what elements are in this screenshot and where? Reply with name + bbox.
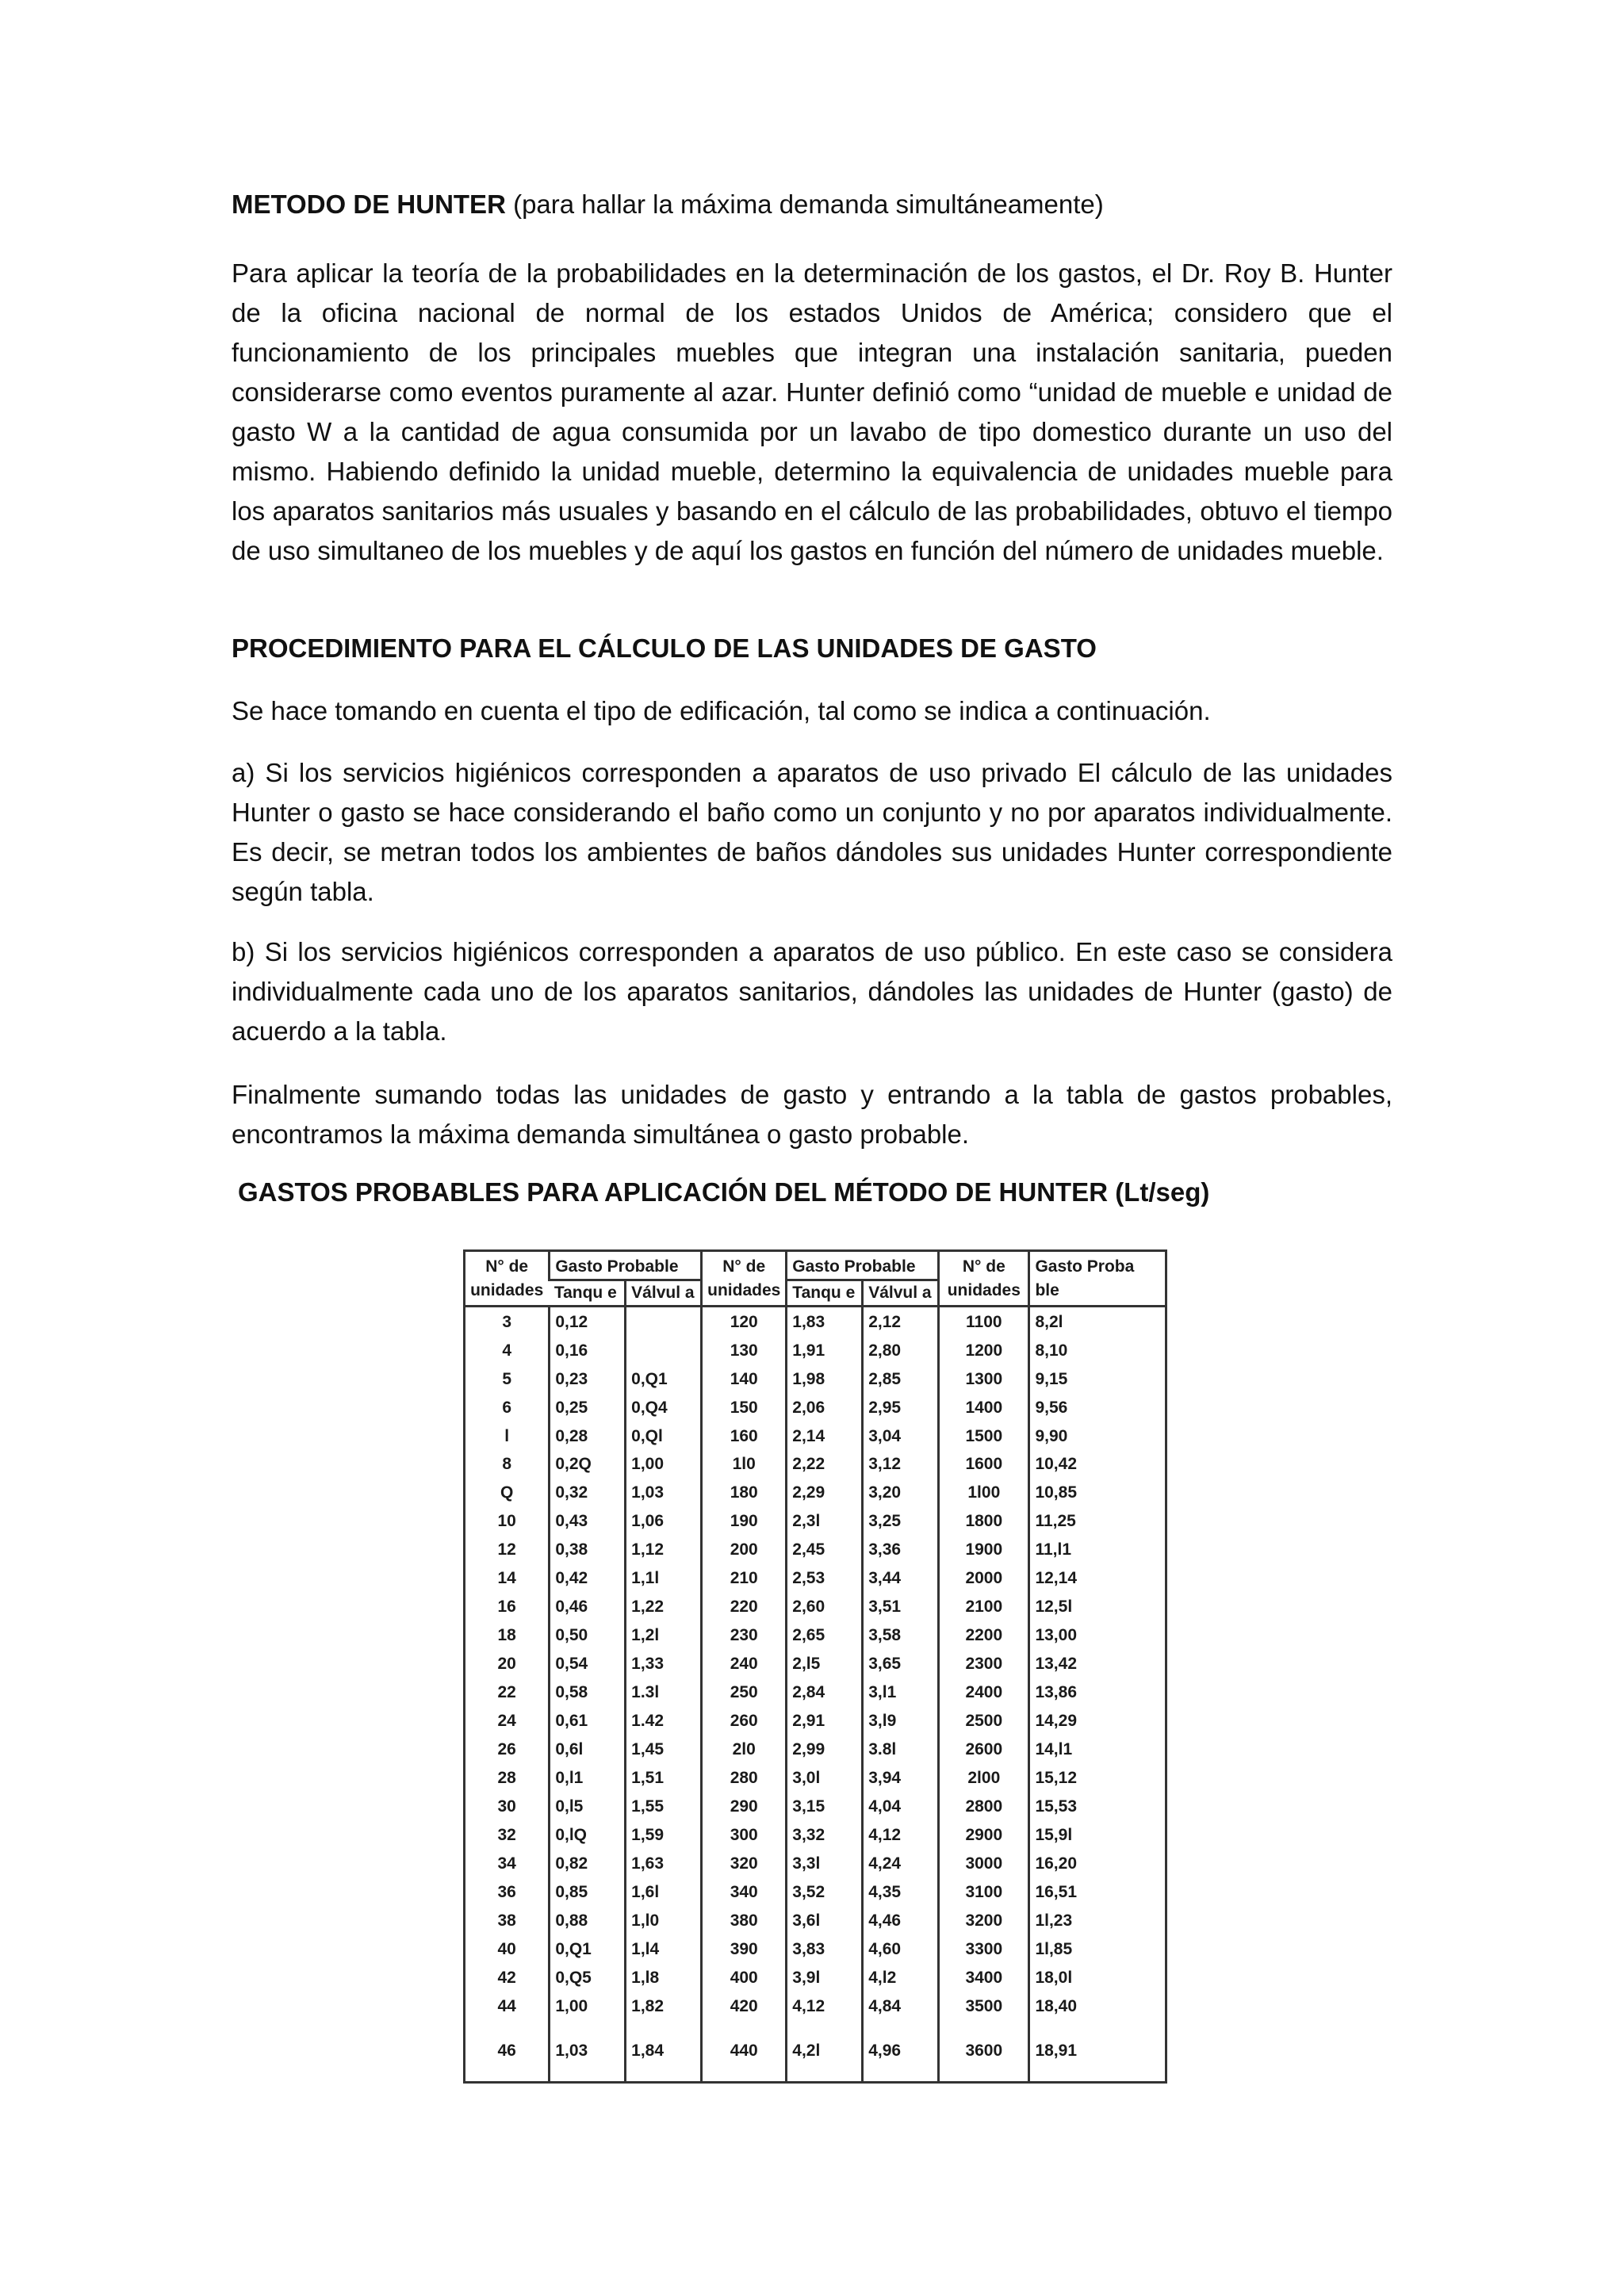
table-row [465,1764,1165,1793]
cell-units-2: 420 [702,1992,787,2020]
cell-units-3: 2100 [939,1593,1029,1621]
cell-units-1: 22 [497,1683,516,1702]
cell-units-2: 190 [702,1507,787,1536]
cell-tanque-1: 0,58 [550,1678,626,1707]
cell-valvula-2: 4,96 [863,2020,939,2081]
cell-gasto-3: 12,5l [1029,1593,1165,1621]
cell-valvula-1: 1,45 [626,1735,702,1764]
cell-tanque-1: 0,54 [550,1650,626,1678]
cell-units-3: 2000 [939,1564,1029,1593]
procedure-paragraph: Se hace tomando en cuenta el tipo de edificación, tal como se indica a continuación. [232,696,1211,725]
cell-units-1: 26 [497,1740,516,1759]
cell-units-2: 300 [702,1821,787,1850]
cell-units-3: 1l00 [939,1479,1029,1507]
cell-gasto-3: 10,42 [1029,1450,1165,1479]
table-row [465,1735,1165,1764]
cell-gasto-3: 15,53 [1029,1793,1165,1821]
cell-tanque-2: 2,84 [787,1678,863,1707]
table-row [465,1307,1165,1337]
cell-tanque-1: 0,l5 [550,1793,626,1821]
cell-valvula-2: 4,84 [863,1992,939,2020]
cell-tanque-1: 0,46 [550,1593,626,1621]
cell-tanque-1: 0,42 [550,1564,626,1593]
cell-gasto-3: 11,25 [1029,1507,1165,1536]
table-row [465,1479,1165,1507]
cell-units-3: 1800 [939,1507,1029,1536]
cell-tanque-2: 2,29 [787,1479,863,1507]
table-row [465,1963,1165,1992]
cell-units-2: 150 [702,1393,787,1422]
table-row [465,1364,1165,1393]
table-row [465,1593,1165,1621]
cell-valvula-2: 2,85 [863,1364,939,1393]
cell-valvula-1: 0,Q4 [626,1393,702,1422]
cell-units-3: 3500 [939,1992,1029,2020]
cell-units-2: 1l0 [702,1450,787,1479]
cell-valvula-1: 1,03 [626,1479,702,1507]
cell-units-3: 2800 [939,1793,1029,1821]
cell-valvula-1: 1.3l [626,1678,702,1707]
cell-units-2: 320 [702,1850,787,1878]
cell-units-3: 2l00 [939,1764,1029,1793]
cell-units-3: 2500 [939,1707,1029,1735]
cell-tanque-2: 1,91 [787,1336,863,1364]
cell-units-3: 3400 [939,1963,1029,1992]
cell-units-3: 1200 [939,1336,1029,1364]
cell-units-1: 20 [497,1655,516,1674]
cell-tanque-1: 0,6l [550,1735,626,1764]
cell-units-2: 260 [702,1707,787,1735]
cell-valvula-1: 1,l0 [626,1906,702,1934]
cell-valvula-2: 4,35 [863,1878,939,1907]
cell-units-3: 3000 [939,1850,1029,1878]
cell-units-2: 380 [702,1906,787,1934]
cell-valvula-1: 1,06 [626,1507,702,1536]
cell-gasto-3: 18,40 [1029,1992,1165,2020]
cell-valvula-1: 1,51 [626,1764,702,1793]
cell-gasto-3: 14,l1 [1029,1735,1165,1764]
table-row [465,2020,1165,2081]
cell-tanque-2: 3,3l [787,1850,863,1878]
cell-valvula-1: 1,22 [626,1593,702,1621]
cell-valvula-2: 3,l1 [863,1678,939,1707]
cell-gasto-3: 13,86 [1029,1678,1165,1707]
header-tanque-1: Tanqu e [550,1280,626,1307]
cell-units-2: 400 [702,1963,787,1992]
cell-tanque-1: 1,03 [550,2020,626,2081]
cell-tanque-1: 0,61 [550,1707,626,1735]
cell-tanque-1: 0,50 [550,1621,626,1650]
cell-units-1: 44 [497,1996,516,2015]
cell-units-1: 4 [502,1341,511,1360]
header-valvula-1: Válvul a [626,1280,702,1307]
final-paragraph: Finalmente sumando todas las unidades de gasto y entrando a la tabla de gastos probables, encontramos la máxima demanda simultánea o gasto probable. [232,1080,1392,1149]
cell-valvula-2: 3,51 [863,1593,939,1621]
cell-tanque-1: 0,Q1 [550,1934,626,1963]
cell-tanque-1: 0,88 [550,1906,626,1934]
cell-units-2: 130 [702,1336,787,1364]
cell-valvula-1: 1,00 [626,1450,702,1479]
cell-units-1: 46 [497,2042,516,2061]
header-units-1: N° de unidades [465,1252,550,1307]
cell-units-2: 120 [702,1307,787,1337]
cell-valvula-1: 1,2l [626,1621,702,1650]
cell-tanque-1: 0,28 [550,1422,626,1450]
cell-tanque-2: 3,6l [787,1906,863,1934]
cell-units-1: 28 [497,1769,516,1788]
cell-gasto-3: 18,91 [1029,2020,1165,2081]
cell-tanque-1: 0,16 [550,1336,626,1364]
cell-gasto-3: 14,29 [1029,1707,1165,1735]
cell-valvula-2: 4,12 [863,1821,939,1850]
table-row [465,1650,1165,1678]
cell-gasto-3: 10,85 [1029,1479,1165,1507]
cell-valvula-2: 3,36 [863,1536,939,1564]
cell-units-1: 36 [497,1883,516,1901]
cell-tanque-1: 0,38 [550,1536,626,1564]
cell-units-2: 340 [702,1878,787,1907]
cell-units-1: 5 [502,1369,511,1388]
cell-units-3: 2900 [939,1821,1029,1850]
cell-valvula-2: 3,65 [863,1650,939,1678]
header-gasto-probable-2: Gasto Probable [787,1252,939,1280]
table-row [465,1793,1165,1821]
cell-valvula-2: 3,04 [863,1422,939,1450]
header-gasto-probable-1: Gasto Probable [550,1252,702,1280]
cell-units-2: 280 [702,1764,787,1793]
cell-gasto-3: 15,9l [1029,1821,1165,1850]
cell-units-1: 14 [497,1569,516,1588]
page-heading [232,187,1104,222]
cell-units-1: 6 [502,1398,511,1417]
table-row [465,1393,1165,1422]
cell-valvula-1: 1,l4 [626,1934,702,1963]
cell-valvula-1 [626,1307,702,1337]
cell-valvula-2: 2,95 [863,1393,939,1422]
cell-tanque-1: 0,Q5 [550,1963,626,1992]
cell-units-2: 160 [702,1422,787,1450]
cell-units-3: 1300 [939,1364,1029,1393]
cell-units-1: 3 [502,1312,511,1331]
cell-valvula-2: 3,58 [863,1621,939,1650]
table-row [465,1678,1165,1707]
cell-tanque-1: 1,00 [550,1992,626,2020]
cell-tanque-1: 0,82 [550,1850,626,1878]
hunter-table [465,1252,1165,2081]
cell-tanque-2: 2,3l [787,1507,863,1536]
cell-units-1: 34 [497,1854,516,1873]
cell-valvula-2: 3,25 [863,1507,939,1536]
cell-units-2: 390 [702,1934,787,1963]
cell-units-2: 2l0 [702,1735,787,1764]
cell-units-1: 18 [497,1626,516,1645]
cell-gasto-3: 9,90 [1029,1422,1165,1450]
cell-valvula-2: 3.8l [863,1735,939,1764]
cell-tanque-1: 0,23 [550,1364,626,1393]
cell-units-1: 38 [497,1911,516,1930]
cell-gasto-3: 9,56 [1029,1393,1165,1422]
cell-units-1: l [504,1426,510,1445]
cell-units-2: 290 [702,1793,787,1821]
header-valvula-2: Válvul a [863,1280,939,1307]
cell-units-3: 1600 [939,1450,1029,1479]
cell-valvula-2: 3,l9 [863,1707,939,1735]
cell-units-2: 440 [702,2020,787,2081]
cell-gasto-3: 8,10 [1029,1336,1165,1364]
cell-tanque-2: 4,2l [787,2020,863,2081]
cell-tanque-2: 4,12 [787,1992,863,2020]
cell-valvula-1: 1,84 [626,2020,702,2081]
cell-units-2: 200 [702,1536,787,1564]
cell-tanque-1: 0,32 [550,1479,626,1507]
cell-units-3: 3200 [939,1906,1029,1934]
cell-gasto-3: 1l,23 [1029,1906,1165,1934]
header-units-3: N° de unidades [939,1252,1029,1307]
cell-tanque-1: 0,43 [550,1507,626,1536]
cell-tanque-1: 0,lQ [550,1821,626,1850]
cell-units-1: Q [500,1483,514,1502]
cell-units-2: 180 [702,1479,787,1507]
cell-tanque-2: 3,32 [787,1821,863,1850]
cell-tanque-1: 0,85 [550,1878,626,1907]
cell-units-3: 1500 [939,1422,1029,1450]
table-row [465,1850,1165,1878]
cell-units-2: 220 [702,1593,787,1621]
cell-tanque-2: 1,83 [787,1307,863,1337]
header-tanque-2: Tanqu e [787,1280,863,1307]
cell-units-3: 2200 [939,1621,1029,1650]
cell-tanque-2: 2,91 [787,1707,863,1735]
cell-units-2: 250 [702,1678,787,1707]
cell-units-3: 2400 [939,1678,1029,1707]
cell-units-2: 230 [702,1621,787,1650]
cell-units-3: 2600 [939,1735,1029,1764]
table-row [465,1422,1165,1450]
cell-units-1: 12 [497,1540,516,1559]
table-row [465,1992,1165,2020]
cell-units-3: 3100 [939,1878,1029,1907]
cell-valvula-2: 3,44 [863,1564,939,1593]
table-row [465,1906,1165,1934]
cell-valvula-2: 3,12 [863,1450,939,1479]
cell-units-3: 1900 [939,1536,1029,1564]
cell-gasto-3: 15,12 [1029,1764,1165,1793]
cell-valvula-2: 4,60 [863,1934,939,1963]
cell-units-3: 1400 [939,1393,1029,1422]
cell-valvula-2: 4,24 [863,1850,939,1878]
cell-valvula-1: 1,33 [626,1650,702,1678]
cell-tanque-2: 3,52 [787,1878,863,1907]
cell-tanque-1: 0,l1 [550,1764,626,1793]
cell-valvula-2: 2,80 [863,1336,939,1364]
header-units-2: N° de unidades [702,1252,787,1307]
cell-units-3: 1100 [939,1307,1029,1337]
cell-valvula-2: 3,20 [863,1479,939,1507]
hunter-table-body [465,1307,1165,2082]
cell-valvula-2: 4,04 [863,1793,939,1821]
cell-tanque-2: 2,99 [787,1735,863,1764]
cell-valvula-1: 0,Q1 [626,1364,702,1393]
cell-valvula-1: 1,l8 [626,1963,702,1992]
cell-valvula-1: 1.42 [626,1707,702,1735]
cell-valvula-1: 1,1l [626,1564,702,1593]
cell-gasto-3: 16,20 [1029,1850,1165,1878]
cell-gasto-3: 16,51 [1029,1878,1165,1907]
table-row [465,1621,1165,1650]
cell-valvula-2: 4,46 [863,1906,939,1934]
cell-units-1: 8 [502,1455,511,1474]
cell-gasto-3: 18,0l [1029,1963,1165,1992]
cell-units-2: 240 [702,1650,787,1678]
cell-valvula-1: 1,59 [626,1821,702,1850]
cell-valvula-1: 1,12 [626,1536,702,1564]
cell-valvula-1 [626,1336,702,1364]
heading-bold: METODO DE HUNTER [232,189,506,219]
cell-tanque-2: 2,22 [787,1450,863,1479]
table-row [465,1536,1165,1564]
cell-units-2: 210 [702,1564,787,1593]
cell-valvula-1: 1,63 [626,1850,702,1878]
cell-gasto-3: 1l,85 [1029,1934,1165,1963]
cell-tanque-1: 0,12 [550,1307,626,1337]
cell-units-2: 140 [702,1364,787,1393]
cell-gasto-3: 9,15 [1029,1364,1165,1393]
cell-valvula-1: 0,Ql [626,1422,702,1450]
cell-units-1: 42 [497,1968,516,1987]
case-b-paragraph: b) Si los servicios higiénicos corresponden a aparatos de uso público. En este caso se considera individualmente cada uno de los aparatos sanitarios, dándoles las unidades de Hunter (gasto) de acuerdo a la tabla. [232,937,1392,1046]
cell-units-3: 3600 [939,2020,1029,2081]
procedure-title: PROCEDIMIENTO PARA EL CÁLCULO DE LAS UNIDADES DE GASTO [232,633,1097,663]
cell-units-1: 40 [497,1939,516,1958]
table-row [465,1507,1165,1536]
cell-valvula-1: 1,55 [626,1793,702,1821]
cell-tanque-2: 2,l5 [787,1650,863,1678]
cell-tanque-2: 2,45 [787,1536,863,1564]
table-row [465,1707,1165,1735]
cell-units-1: 24 [497,1712,516,1731]
cell-units-1: 30 [497,1797,516,1816]
cell-tanque-2: 2,14 [787,1422,863,1450]
case-a-paragraph: a) Si los servicios higiénicos corresponden a aparatos de uso privado El cálculo de las unidades Hunter o gasto se hace considerando el baño como un conjunto y no por aparatos individualmente. Es decir, se metran todos los ambientes de baños dándoles sus unidades Hunter correspondiente según tabla. [232,758,1392,906]
cell-units-3: 2300 [939,1650,1029,1678]
hunter-table-frame [463,1249,1167,2084]
heading-rest: (para hallar la máxima demanda simultáneamente) [505,189,1104,219]
table-row [465,1450,1165,1479]
cell-tanque-2: 2,65 [787,1621,863,1650]
cell-units-3: 3300 [939,1934,1029,1963]
cell-valvula-1: 1,6l [626,1878,702,1907]
cell-gasto-3: 13,00 [1029,1621,1165,1650]
cell-tanque-2: 3,9l [787,1963,863,1992]
cell-tanque-2: 2,06 [787,1393,863,1422]
header-gasto-probable-3: Gasto Proba ble [1029,1252,1165,1307]
table-row [465,1878,1165,1907]
table-title: GASTOS PROBABLES PARA APLICACIÓN DEL MÉTODO DE HUNTER (Lt/seg) [238,1177,1210,1207]
table-row [465,1336,1165,1364]
cell-units-1: 10 [497,1512,516,1531]
cell-tanque-2: 3,15 [787,1793,863,1821]
cell-tanque-2: 3,83 [787,1934,863,1963]
cell-tanque-2: 1,98 [787,1364,863,1393]
cell-gasto-3: 13,42 [1029,1650,1165,1678]
cell-valvula-2: 2,12 [863,1307,939,1337]
cell-tanque-1: 0,25 [550,1393,626,1422]
cell-valvula-1: 1,82 [626,1992,702,2020]
cell-valvula-2: 4,l2 [863,1963,939,1992]
table-row [465,1934,1165,1963]
cell-tanque-2: 2,53 [787,1564,863,1593]
cell-units-1: 16 [497,1598,516,1617]
table-row [465,1564,1165,1593]
cell-units-1: 32 [497,1826,516,1845]
cell-gasto-3: 8,2l [1029,1307,1165,1337]
cell-gasto-3: 11,l1 [1029,1536,1165,1564]
cell-tanque-2: 2,60 [787,1593,863,1621]
intro-paragraph: Para aplicar la teoría de la probabilidades en la determinación de los gastos, el Dr. Roy B. Hunter de la oficina nacional de normal de los estados Unidos de América; considero que el funcionamiento de los principales muebles que integran una instalación sanitaria, pueden considerarse como eventos puramente al azar. Hunter definió como “unidad de mueble e unidad de gasto W a la cantidad de agua consumida por un lavabo de tipo domestico durante un uso del mismo. Habiendo definido la unidad mueble, determino la equivalencia de unidades mueble para los aparatos sanitarios más usuales y basando en el cálculo de las probabilidades, obtuvo el tiempo de uso simultaneo de los muebles y de aquí los gastos en función del número de unidades mueble. [232,258,1392,565]
cell-gasto-3: 12,14 [1029,1564,1165,1593]
table-row [465,1821,1165,1850]
cell-tanque-2: 3,0l [787,1764,863,1793]
cell-valvula-2: 3,94 [863,1764,939,1793]
cell-tanque-1: 0,2Q [550,1450,626,1479]
